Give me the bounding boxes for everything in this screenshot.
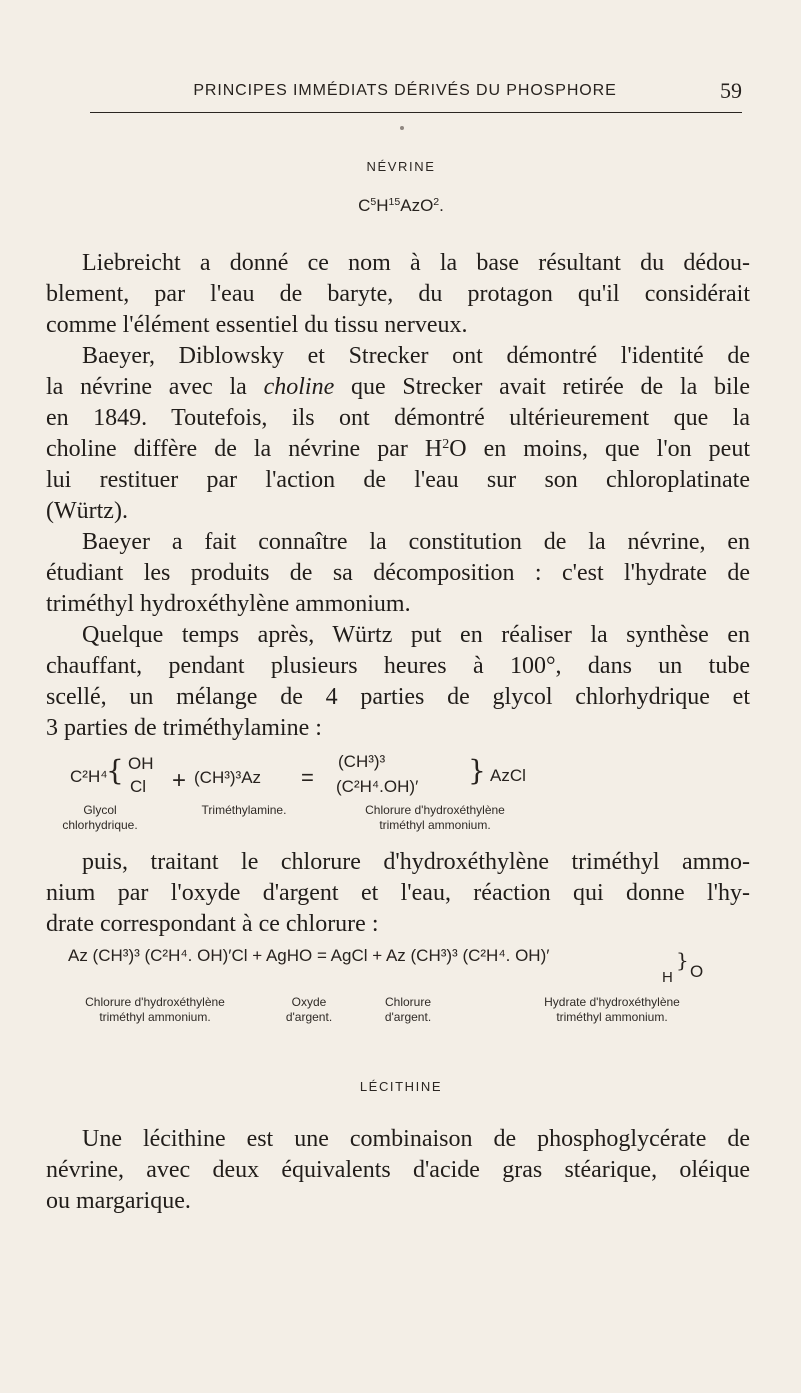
caption-hydrate: Hydrate d'hydroxéthylène triméthyl ammonium. — [544, 995, 680, 1024]
formula-part-3: AzO — [400, 196, 434, 215]
formula-part-4: . — [439, 196, 444, 215]
running-title: PRINCIPES IMMÉDIATS DÉRIVÉS DU PHOSPHORE — [193, 82, 617, 99]
paragraph-line: Liebreicht a donné ce nom à la base résultant du dédou- — [82, 250, 750, 276]
chem-hydrogen: H — [662, 969, 673, 986]
paragraph-line: Baeyer, Diblowsky et Strecker ont démontré l'identité de — [82, 343, 750, 369]
paragraph-line — [46, 434, 750, 465]
paragraph-lecithine — [46, 1124, 750, 1217]
chem-hydroxyethylene: (C²H⁴.OH)′ — [336, 777, 419, 796]
chem-hydroxyl: OH — [128, 754, 154, 773]
formula-part-1: C — [358, 196, 371, 215]
paragraph-line: en 1849. Toutefois, ils ont démontré ultérieurement que la — [46, 405, 750, 431]
chem-c2h4: C²H⁴ — [70, 767, 108, 786]
paragraph-line: triméthyl hydroxéthylène ammonium. — [46, 591, 411, 617]
chem-plus: + — [172, 767, 187, 794]
formula-superscript-2: 15 — [388, 196, 401, 209]
paragraph-line: 3 parties de triméthylamine : — [46, 715, 322, 741]
paragraph-oxyde — [46, 847, 750, 940]
paragraph-line: nium par l'oxyde d'argent et l'eau, réaction qui donne l'hy- — [46, 880, 750, 906]
caption-trimethylamine: Triméthylamine. — [201, 803, 287, 817]
paragraph-line: blement, par l'eau de baryte, du protagon qu'il considérait — [46, 281, 750, 307]
paragraph-line: névrine, avec deux équivalents d'acide gras stéarique, oléique — [46, 1157, 750, 1183]
paragraph-synthesis — [46, 620, 750, 744]
print-mark — [400, 126, 404, 130]
paragraph-constitution — [46, 527, 750, 620]
line-text-before: choline diffère de la névrine par H — [46, 436, 443, 462]
superscript-two: 2 — [442, 437, 450, 452]
paragraph-baeyer-strecker — [46, 341, 750, 527]
paragraph-line: (Würtz). — [46, 498, 128, 524]
line-text-after: que Strecker avait retirée de la bile — [334, 374, 751, 400]
caption-glycol: Glycol chlorhydrique. — [62, 803, 138, 832]
page-number: 59 — [720, 78, 742, 103]
chem-methyl-group: (CH³)³ — [338, 752, 386, 771]
left-brace-icon: { — [106, 754, 124, 787]
paragraph-line — [46, 372, 750, 403]
chem-oxygen: O — [690, 962, 704, 981]
paragraph-line: chauffant, pendant plusieurs heures à 100°, dans un tube — [46, 653, 750, 679]
right-brace-icon: } — [676, 948, 689, 972]
paragraph-line: comme l'élément essentiel du tissu nerveux. — [46, 312, 468, 338]
line-text-after: O en moins, que l'on peut — [449, 436, 750, 462]
section-heading-lecithine: LÉCITHINE — [359, 1079, 443, 1094]
paragraph-line: ou margarique. — [46, 1188, 191, 1214]
formula-part-2: H — [376, 196, 389, 215]
caption-chlorure-argent: Chlorure d'argent. — [384, 995, 432, 1024]
chem-equals: = — [301, 765, 314, 790]
chem-equation-two: Az (CH³)³ (C²H⁴. OH)′Cl + AgHO = AgCl + Az (CH³)³ (C²H⁴. OH)′ — [68, 946, 550, 965]
paragraph-line: étudiant les produits de sa décomposition : c'est l'hydrate de — [46, 560, 750, 586]
formula-superscript-3: 2 — [433, 196, 440, 209]
chem-trimethylamine: (CH³)³Az — [194, 768, 262, 787]
paragraph-line: puis, traitant le chlorure d'hydroxéthylène triméthyl ammo- — [82, 849, 750, 875]
chem-azcl: AzCl — [490, 766, 526, 785]
paragraph-line: Baeyer a fait connaître la constitution de la névrine, en — [82, 529, 750, 555]
nevrine-formula — [40, 196, 762, 216]
paragraph-line: drate correspondant à ce chlorure : — [46, 911, 379, 937]
paragraph-line: lui restituer par l'action de l'eau sur son chloroplatinate — [46, 467, 750, 493]
line-text-before: la névrine avec la — [46, 374, 264, 400]
formula-superscript-1: 5 — [370, 196, 377, 209]
running-head — [90, 78, 742, 113]
caption-chlorure: Chlorure d'hydroxéthylène triméthyl ammonium. — [365, 803, 505, 832]
chem-chlorine: Cl — [130, 777, 147, 796]
paragraph-line: Quelque temps après, Würtz put en réaliser la synthèse en — [82, 622, 750, 648]
caption-chlorure-left: Chlorure d'hydroxéthylène triméthyl ammonium. — [85, 995, 225, 1024]
italic-choline: choline — [263, 374, 335, 400]
paragraph-liebreicht — [46, 248, 750, 341]
right-brace-icon: } — [468, 754, 486, 787]
section-heading-nevrine: NÉVRINE — [366, 159, 436, 174]
paragraph-line: scellé, un mélange de 4 parties de glycol chlorhydrique et — [46, 684, 750, 710]
paragraph-line: Une lécithine est une combinaison de phosphoglycérate de — [82, 1126, 750, 1152]
caption-oxyde: Oxyde d'argent. — [285, 995, 333, 1024]
